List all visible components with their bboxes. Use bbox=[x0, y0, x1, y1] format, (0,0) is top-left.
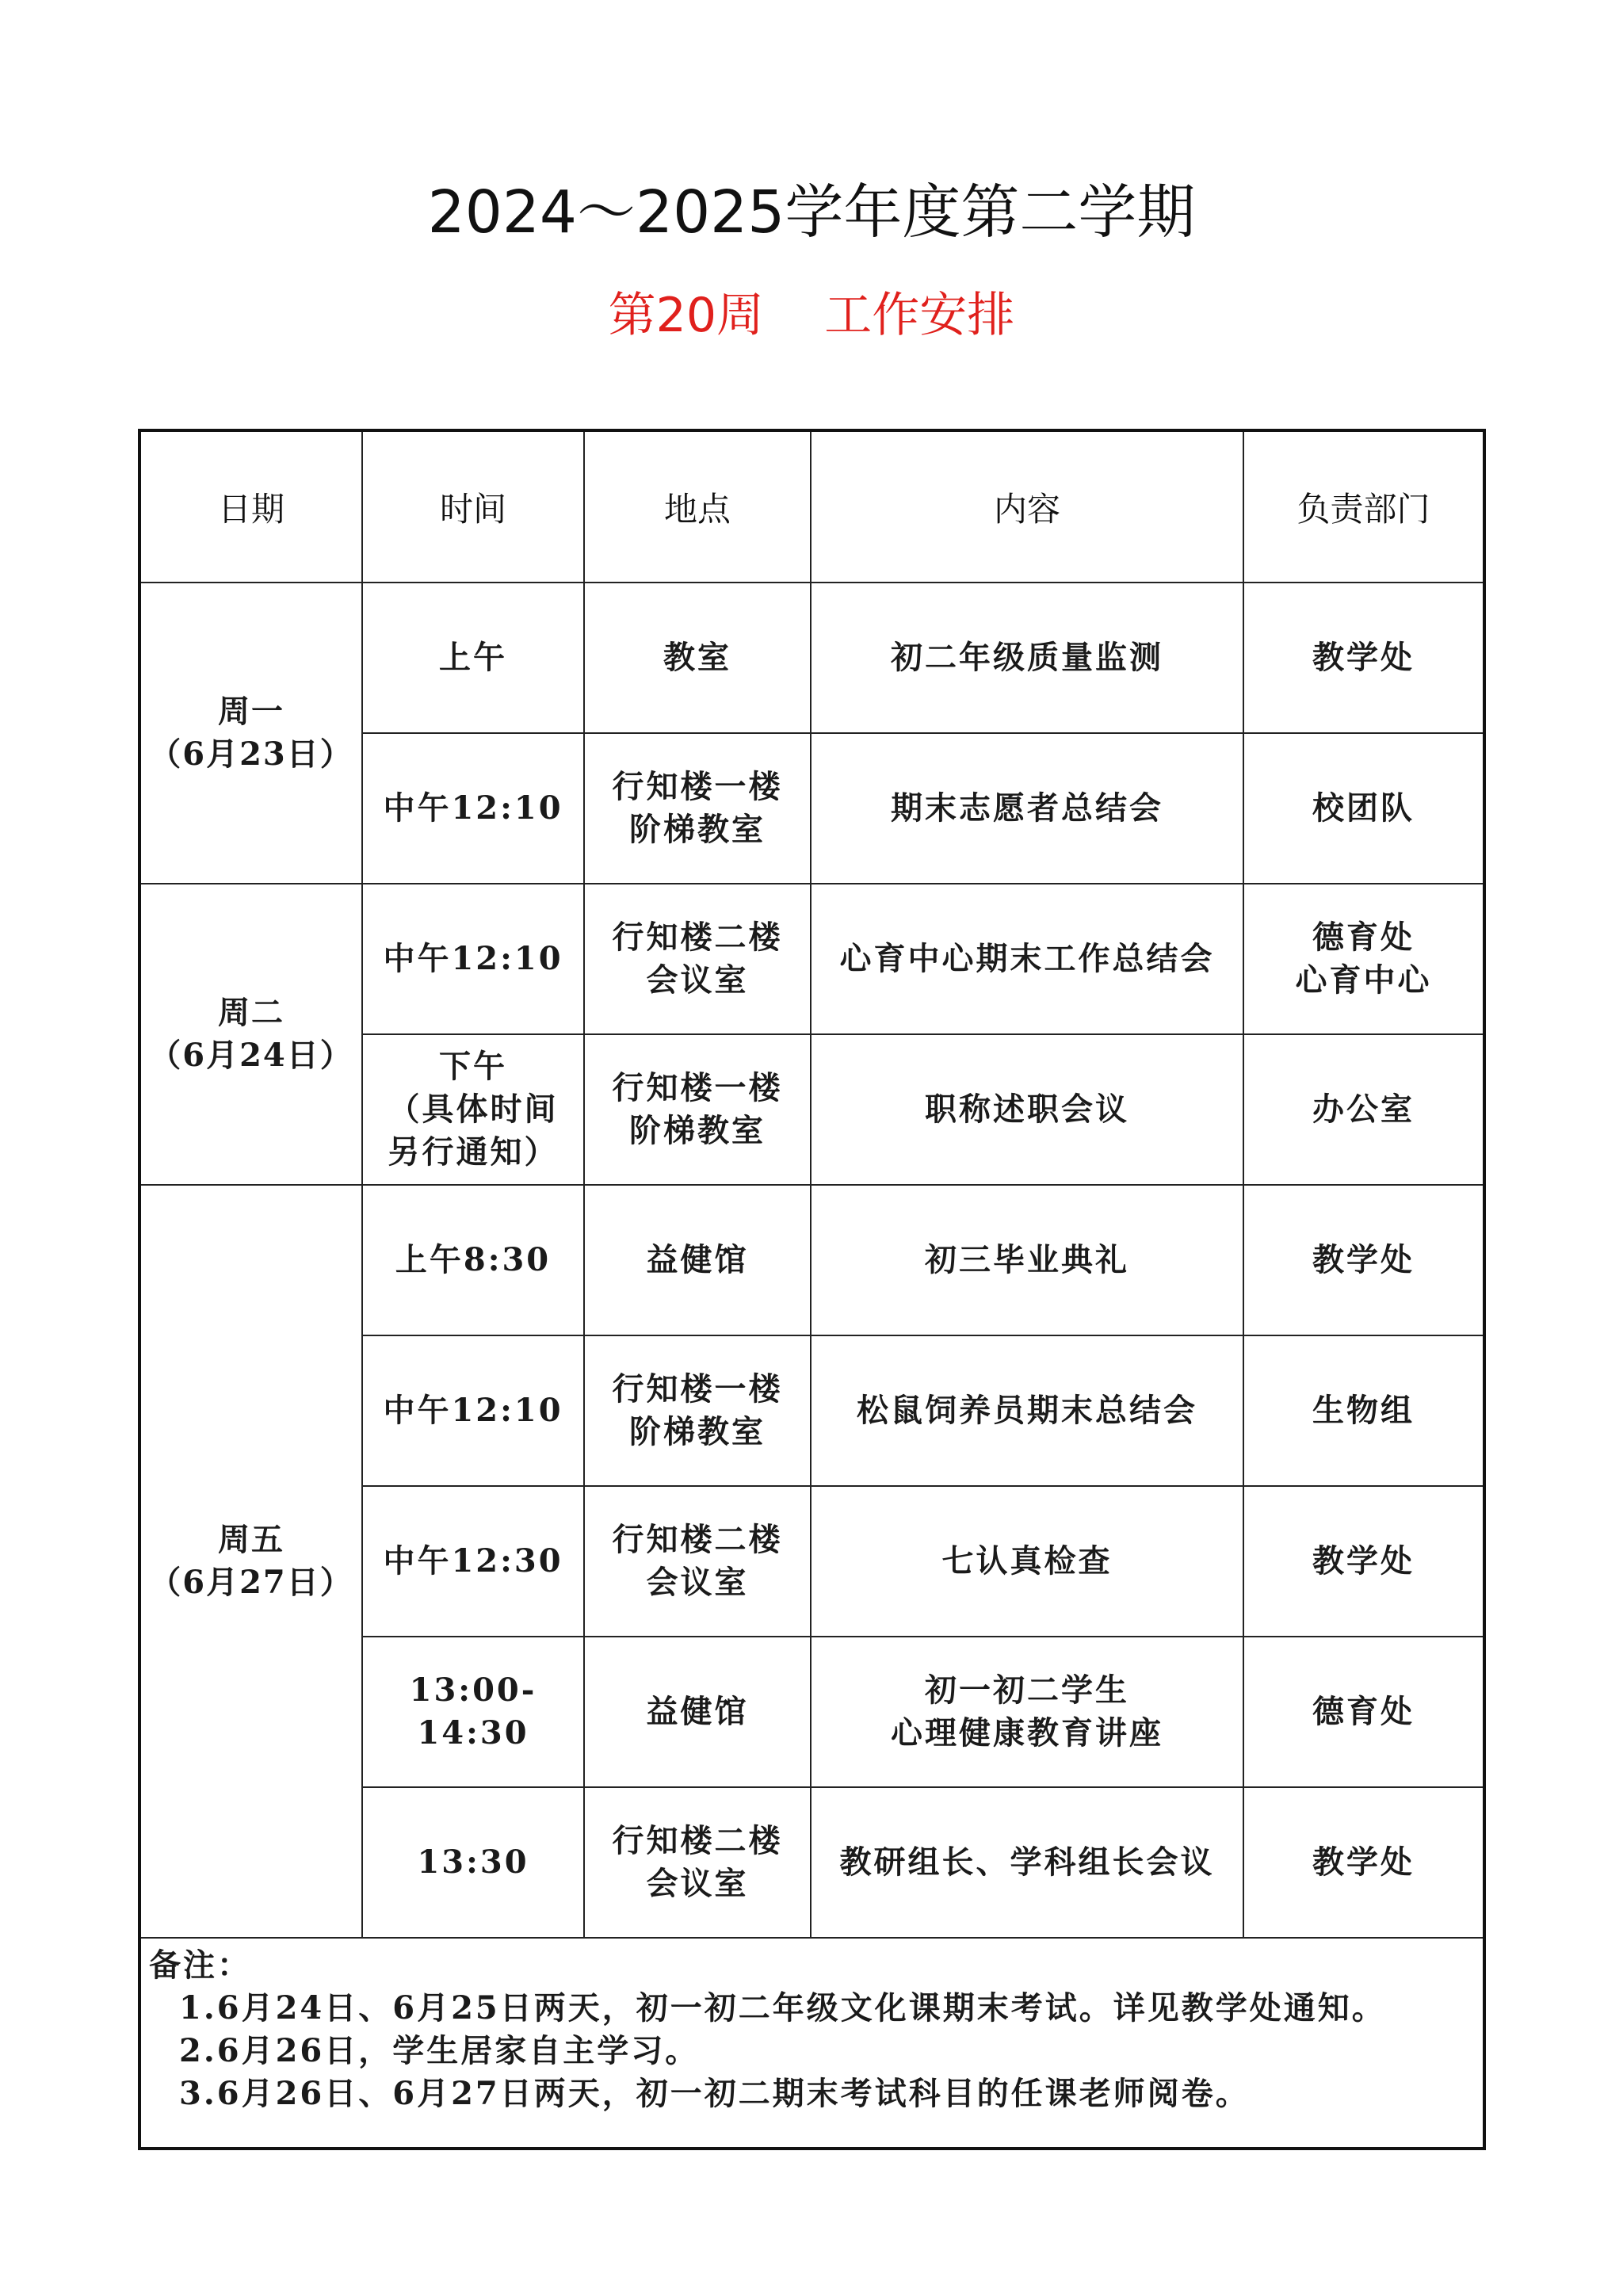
time-cell: 中午12:10 bbox=[362, 884, 584, 1034]
content-cell: 初三毕业典礼 bbox=[811, 1185, 1243, 1335]
note-item: 2.6月26日，学生居家自主学习。 bbox=[179, 2032, 700, 2069]
place-cell: 行知楼一楼 阶梯教室 bbox=[584, 733, 811, 884]
time-cell: 下午 （具体时间 另行通知） bbox=[362, 1034, 584, 1185]
dept-cell: 德育处 心育中心 bbox=[1243, 884, 1483, 1034]
dept-cell: 校团队 bbox=[1243, 733, 1483, 884]
dept-cell: 生物组 bbox=[1243, 1335, 1483, 1486]
content-cell: 初一初二学生 心理健康教育讲座 bbox=[811, 1637, 1243, 1787]
time-cell: 上午 bbox=[362, 583, 584, 733]
content-cell: 七认真检查 bbox=[811, 1486, 1243, 1637]
place-cell: 行知楼二楼 会议室 bbox=[584, 884, 811, 1034]
place-cell: 教室 bbox=[584, 583, 811, 733]
header-time: 时间 bbox=[362, 432, 584, 583]
content-cell: 心育中心期末工作总结会 bbox=[811, 884, 1243, 1034]
page-title: 2024～2025学年度第二学期 bbox=[427, 178, 1196, 246]
place-cell: 行知楼一楼 阶梯教室 bbox=[584, 1335, 811, 1486]
page-subtitle: 第20周 工作安排 bbox=[608, 288, 1015, 343]
header-row bbox=[141, 432, 1483, 583]
time-cell: 13:30 bbox=[362, 1787, 584, 1938]
note-item: 1.6月24日、6月25日两天，初一初二年级文化课期末考试。详见教学处通知。 bbox=[179, 1989, 1386, 2027]
header-date: 日期 bbox=[141, 432, 362, 583]
place-cell: 行知楼二楼 会议室 bbox=[584, 1787, 811, 1938]
dept-cell: 德育处 bbox=[1243, 1637, 1483, 1787]
table-row bbox=[141, 583, 1483, 733]
time-cell: 上午8:30 bbox=[362, 1185, 584, 1335]
header-dept: 负责部门 bbox=[1243, 432, 1483, 583]
dept-cell: 教学处 bbox=[1243, 1787, 1483, 1938]
date-cell: 周五 （6月27日） bbox=[141, 1185, 362, 1938]
content-cell: 初二年级质量监测 bbox=[811, 583, 1243, 733]
place-cell: 益健馆 bbox=[584, 1185, 811, 1335]
time-cell: 中午12:30 bbox=[362, 1486, 584, 1637]
content-cell: 职称述职会议 bbox=[811, 1034, 1243, 1185]
content-cell: 教研组长、学科组长会议 bbox=[811, 1787, 1243, 1938]
place-cell: 行知楼一楼 阶梯教室 bbox=[584, 1034, 811, 1185]
dept-cell: 教学处 bbox=[1243, 583, 1483, 733]
table-row bbox=[141, 1185, 1483, 1335]
notes-label: 备注： bbox=[149, 1946, 251, 1984]
date-cell: 周二 （6月24日） bbox=[141, 884, 362, 1185]
date-cell: 周一 （6月23日） bbox=[141, 583, 362, 884]
content-cell: 期末志愿者总结会 bbox=[811, 733, 1243, 884]
place-cell: 行知楼二楼 会议室 bbox=[584, 1486, 811, 1637]
dept-cell: 办公室 bbox=[1243, 1034, 1483, 1185]
dept-cell: 教学处 bbox=[1243, 1486, 1483, 1637]
schedule-table bbox=[141, 432, 1483, 1939]
content-cell: 松鼠饲养员期末总结会 bbox=[811, 1335, 1243, 1486]
time-cell: 中午12:10 bbox=[362, 1335, 584, 1486]
note-item: 3.6月26日、6月27日两天，初一初二期末考试科目的任课老师阅卷。 bbox=[179, 2075, 1250, 2112]
header-place: 地点 bbox=[584, 432, 811, 583]
notes-section bbox=[141, 1938, 1483, 2147]
time-cell: 13:00-14:30 bbox=[362, 1637, 584, 1787]
time-cell: 中午12:10 bbox=[362, 733, 584, 884]
schedule-frame bbox=[138, 429, 1486, 2150]
place-cell: 益健馆 bbox=[584, 1637, 811, 1787]
dept-cell: 教学处 bbox=[1243, 1185, 1483, 1335]
header-content: 内容 bbox=[811, 432, 1243, 583]
table-row bbox=[141, 884, 1483, 1034]
